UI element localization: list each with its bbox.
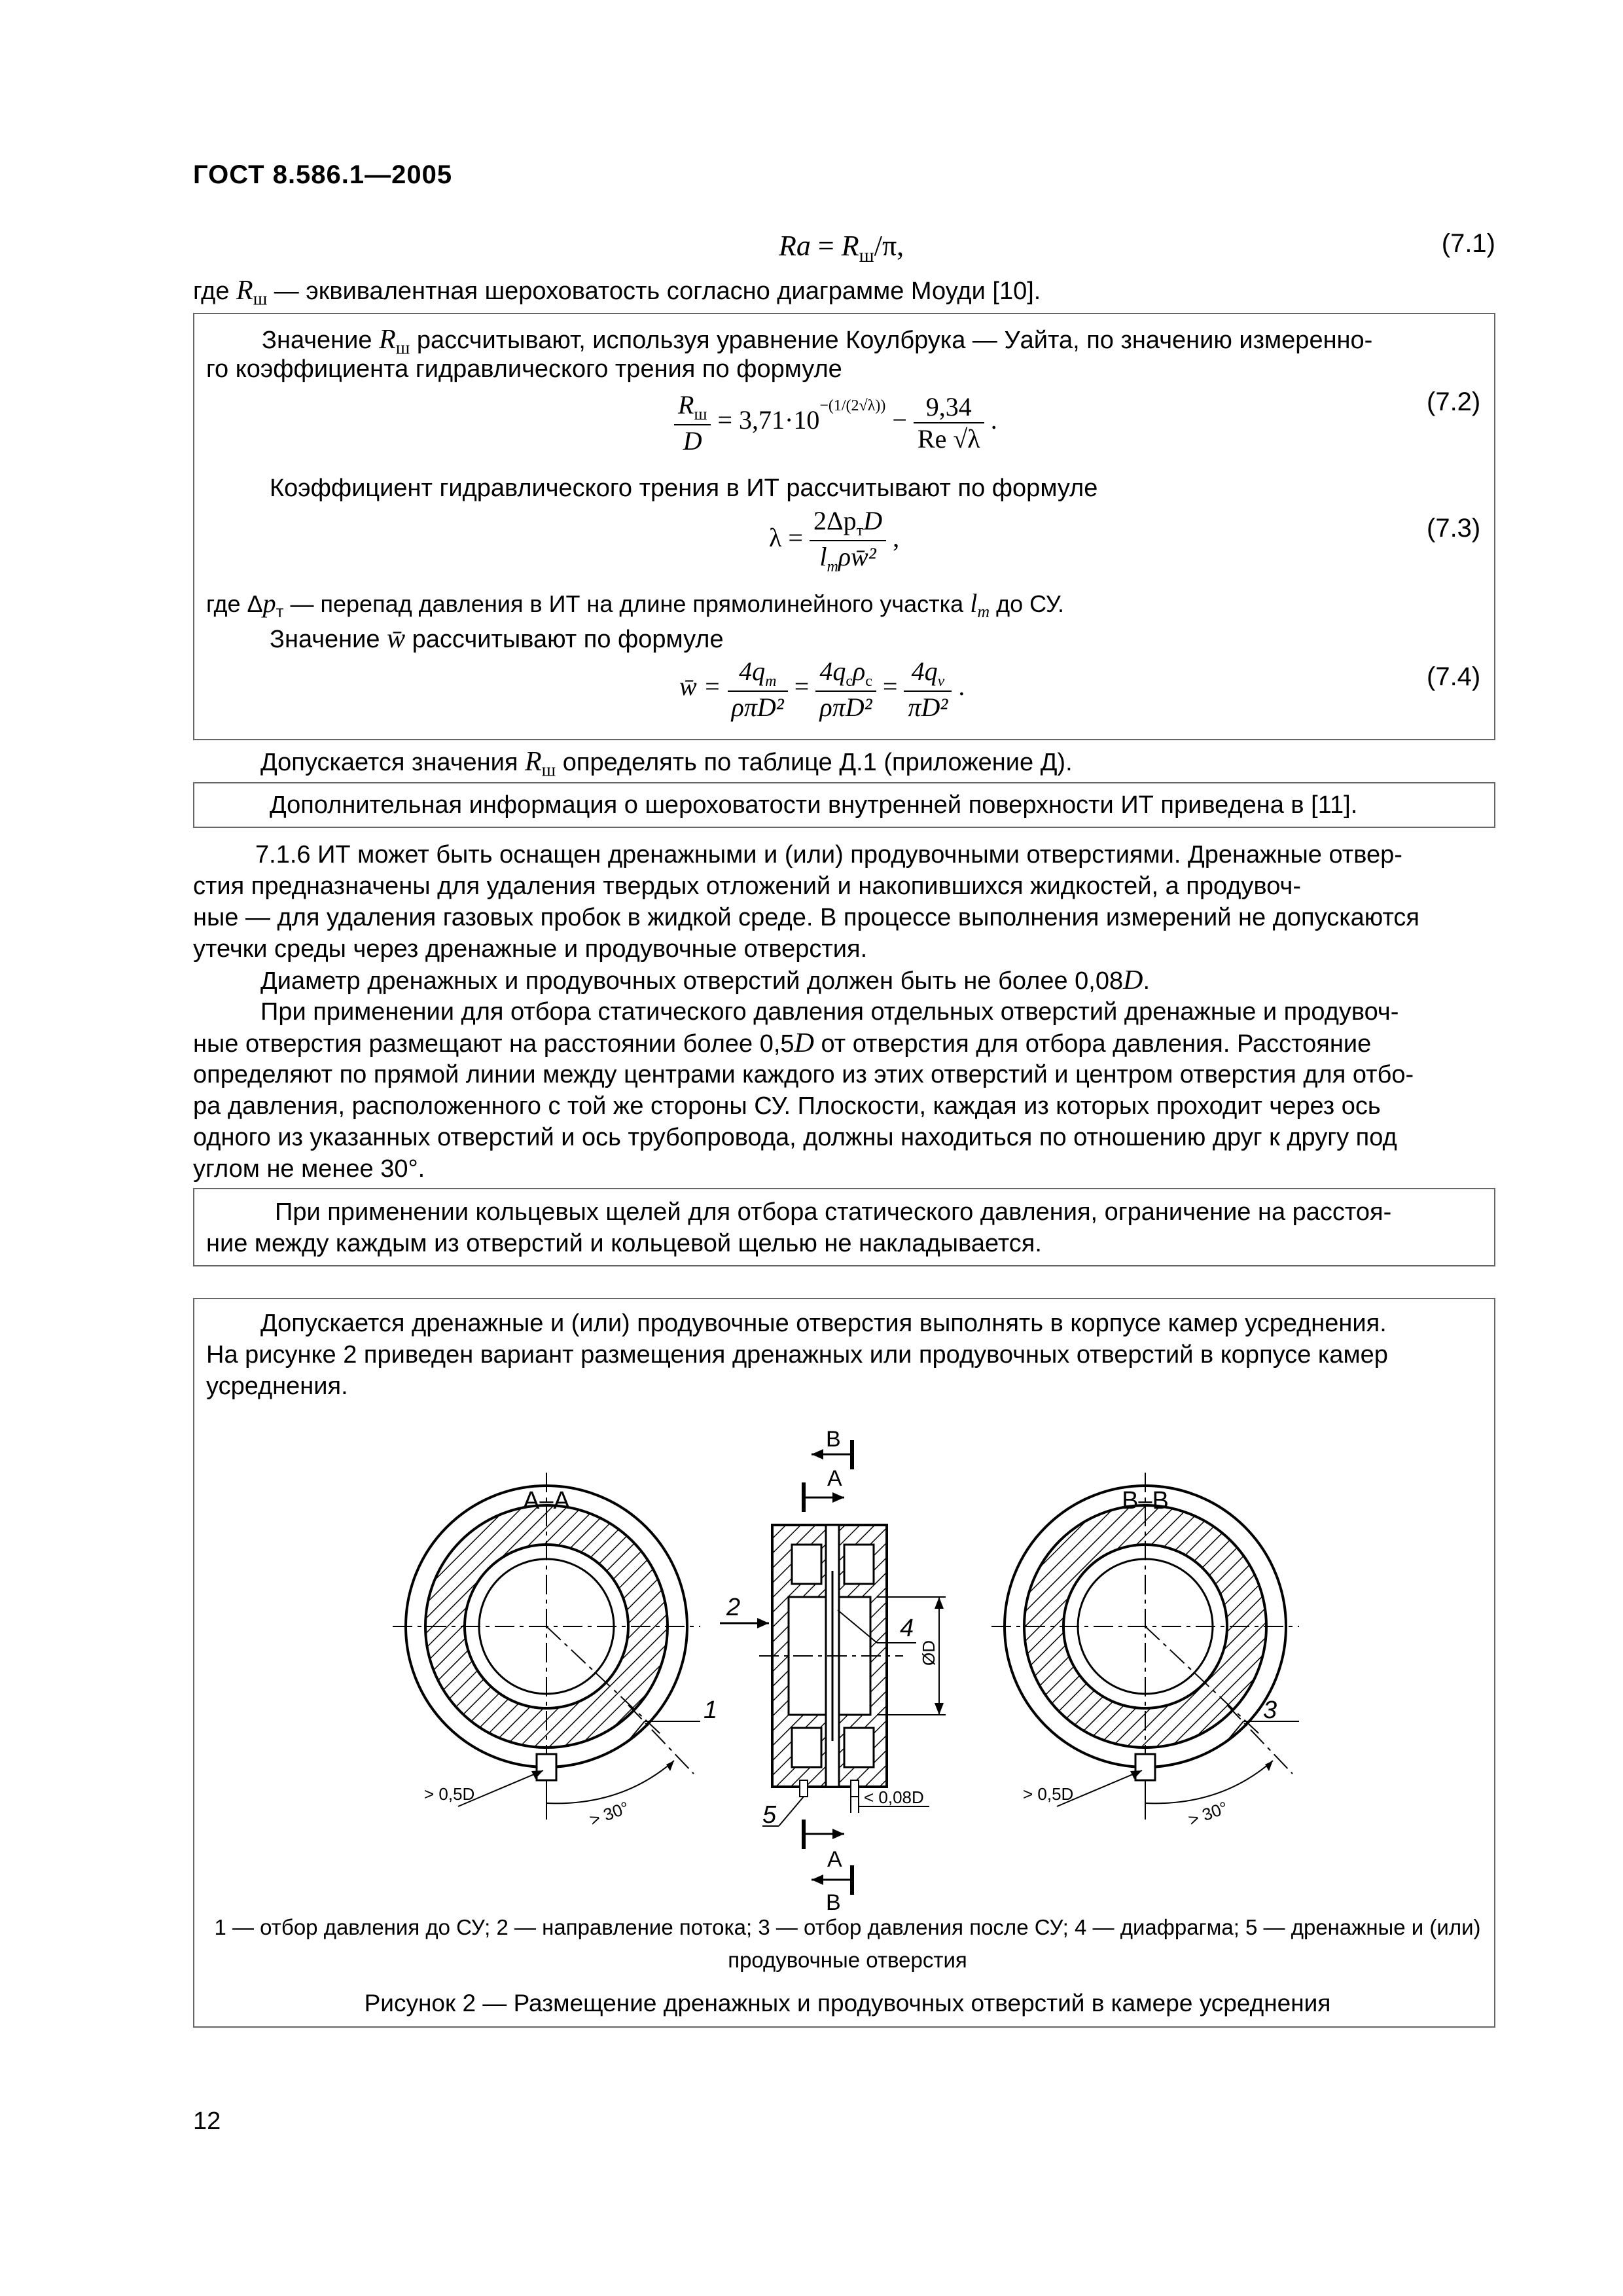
box4-line: Допускается дренажные и (или) продувочные отверстия выполнять в корпусе камер усреднения. [260, 1310, 1387, 1337]
section-bb-view [991, 1473, 1299, 1820]
callout-4: 4 [900, 1615, 914, 1642]
sec716-line: Диаметр дренажных и продувочных отверстий должен быть не более 0,08D. [260, 965, 1150, 996]
dim-hole: < 0,08D [864, 1787, 924, 1807]
box2-text: Дополнительная информация о шероховатости внутренней поверхности ИТ приведена в [11]. [270, 791, 1358, 819]
section-aa-view [393, 1473, 700, 1820]
dim-right-angle: > 30° [1185, 1797, 1231, 1830]
eq-lhs: Ra [779, 230, 811, 262]
dim-left-angle: > 30° [586, 1797, 632, 1830]
sec716-line: 7.1.6 ИТ может быть оснащен дренажными и (или) продувочными отверстиями. Дренажные отвер- [255, 841, 1402, 869]
equation-number: (7.2) [1427, 387, 1481, 416]
box3-line: При применении кольцевых щелей для отбора статического давления, ограничение на расстоя- [275, 1198, 1392, 1226]
where-r-line: где $R_ш$ — эквивалентная шероховатость согласно диаграмме Моуди [10]. [193, 276, 1041, 310]
equation-number: (7.4) [1427, 662, 1481, 691]
document-header: ГОСТ 8.586.1—2005 [193, 160, 453, 189]
equation-7-2: $\frac{R_ш}{D}$ = $3,71\cdot 10^{-(1/(2√\lambda))}$ − $\frac{9,34}{Re √\lambda}$ . [674, 389, 997, 456]
sec716-line: углом не менее 30°. [193, 1155, 425, 1183]
dim-left-distance: > 0,5D [424, 1784, 475, 1804]
sec716-line: определяют по прямой линии между центрами каждого из этих отверстий и центром отверстия для отбо- [193, 1061, 1414, 1088]
box1-para3: где $\Delta p_т$ — перепад давления в ИТ на длине прямолинейного участка $l_m$ до СУ. [206, 588, 1065, 622]
equation-7-3: λ = $\frac{2\Delta p_тD}{l_m\rho w̄^2}$ , [769, 506, 900, 575]
box4-line: На рисунке 2 приведен вариант размещения дренажных или продувочных отверстий в корпусе камер [206, 1341, 1388, 1369]
callout-5: 5 [762, 1801, 777, 1829]
equation-number: (7.1) [1441, 229, 1495, 258]
callout-3: 3 [1263, 1696, 1277, 1724]
box3-line: ние между каждым из отверстий и кольцевой щелью не накладывается. [206, 1230, 1042, 1257]
page-number: 12 [193, 2108, 221, 2135]
sec716-line: ные — для удаления газовых пробок в жидкой среде. В процессе выполнения измерений не допускаются [193, 904, 1420, 931]
figure-title: Рисунок 2 — Размещение дренажных и продувочных отверстий в камере усреднения [364, 1990, 1331, 2017]
label-b-top: В [826, 1427, 841, 1452]
box4-line: усреднения. [206, 1372, 348, 1400]
equation-number: (7.3) [1427, 514, 1481, 543]
callout-2: 2 [726, 1594, 741, 1621]
callout-1: 1 [704, 1696, 718, 1724]
box1-para1: Значение $R_ш$ рассчитывают, используя уравнение Коулбрука — Уайта, по значению измеренно- [262, 325, 1373, 359]
label-a-bottom: А [827, 1847, 842, 1872]
figure-legend-line: продувочные отверстия [728, 1948, 967, 1972]
chamber-section-view [720, 1440, 946, 1895]
equation-7-1: $Ra = R_ш/\pi$, (7.1) [779, 229, 1495, 266]
dim-diameter: ØD [919, 1640, 938, 1666]
sec716-line: ра давления, расположенного с той же стороны СУ. Плоскости, каждая из которых проходит через ось [193, 1092, 1381, 1120]
sec716-line: одного из указанных отверстий и ось трубопровода, должны находиться по отношению друг к другу под [193, 1124, 1397, 1151]
equation-7-4: w̄ = $\frac{4q_m}{\text{ρπD²}}$ = $\frac{4q_c\rho_c}{\text{ρπD²}}$ = $\frac{4q_v}{\text{πD²}}$ . [679, 656, 965, 722]
section-aa-label: А–А [523, 1487, 570, 1515]
figure-legend-line: 1 — отбор давления до СУ; 2 — направление потока; 3 — отбор давления после СУ; 4 — диафрагма; 5 — дренажные и (или) [214, 1915, 1481, 1939]
box1-para2: Коэффициент гидравлического трения в ИТ рассчитывают по формуле [270, 475, 1098, 502]
sec716-line: ные отверстия размещают на расстоянии более 0,5D от отверстия для отбора давления. Расстояние [193, 1028, 1372, 1058]
sec716-line: утечки среды через дренажные и продувочные отверстия. [193, 935, 868, 963]
section-bb-label: В–В [1122, 1487, 1169, 1515]
sec716-line: При применении для отбора статического давления отдельных отверстий дренажные и продувоч- [260, 998, 1399, 1026]
box1-para1-line2: го коэффициента гидравлического трения по формуле [206, 355, 842, 383]
label-a-top: А [827, 1466, 842, 1491]
sec716-line: стия предназначены для удаления твердых отложений и накопившихся жидкостей, а продувоч- [193, 872, 1301, 900]
dim-right-distance: > 0,5D [1023, 1784, 1074, 1804]
label-b-bottom: В [826, 1890, 841, 1915]
allowed-r-line: Допускается значения $R_ш$ определять по таблице Д.1 (приложение Д). [260, 747, 1073, 781]
box1-para4: Значение w̄ рассчитывают по формуле [270, 624, 724, 654]
